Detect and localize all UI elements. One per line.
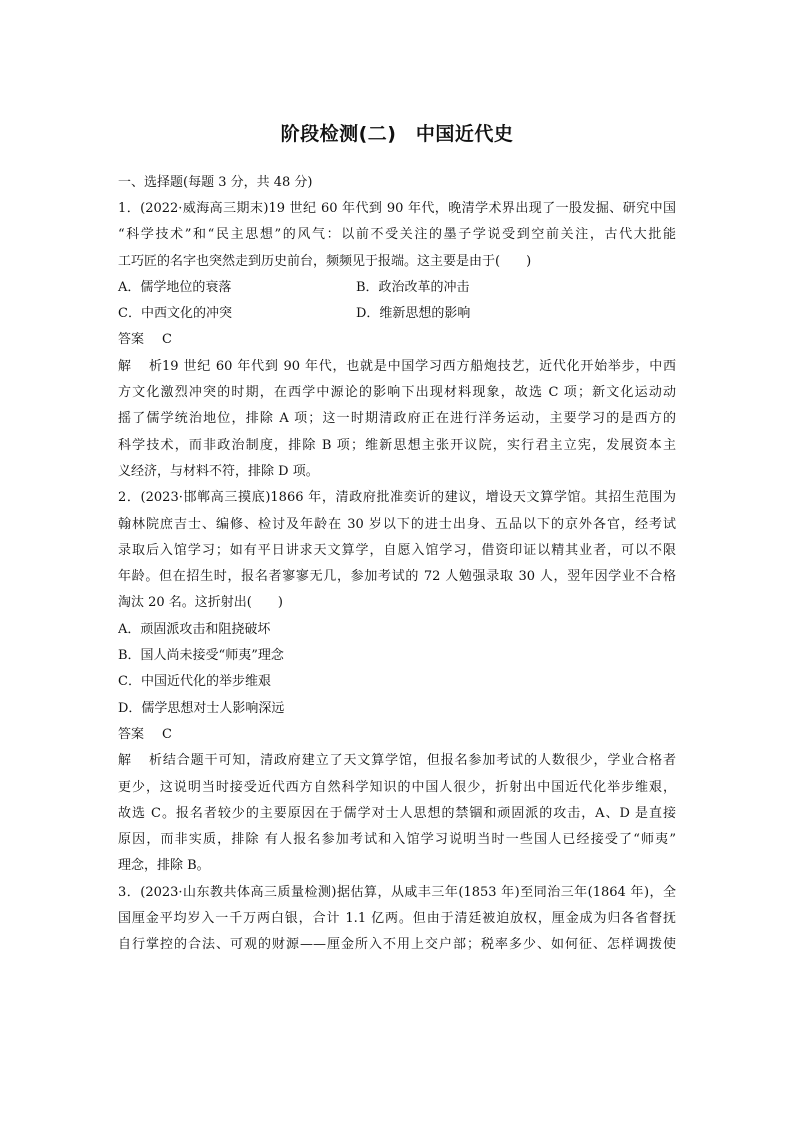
question-stem-line: 工巧匠的名字也突然走到历史前台，频频见于报端。这主要是由于( ) [118, 253, 532, 269]
analysis-line: 义经济，与材料不符，排除 D 项。 [118, 463, 319, 479]
question-stem-line: “科学技术”和“民主思想”的风气：以前不受关注的墨子学说受到空前关注，古代大批能 [118, 227, 676, 243]
analysis-line: 方文化激烈冲突的时期，在西学中源论的影响下出现材料现象，故选 C 项；新文化运动动 [118, 385, 676, 401]
question-2 [118, 485, 676, 879]
question-stem-line: 翰林院庶吉士、编修、检讨及年龄在 30 岁以下的进士出身、五品以下的京外各官，经考试 [118, 516, 676, 532]
question-stem-line: 录取后入馆学习；如有平日讲求天文算学，自愿入馆学习，借资印证以精其业者，可以不限 [118, 542, 676, 558]
analysis-text: 19 世纪 60 年代到 90 年代，也就是中国学习西方船炮技艺，近代化开始举步，中西 [162, 358, 676, 374]
option-b: B．国人尚未接受“师夷”理念 [118, 648, 284, 664]
analysis-label: 解析 [118, 358, 162, 374]
analysis-text: 结合题干可知，清政府建立了天文算学馆，但报名参加考试的人数很少，学业合格者 [162, 753, 676, 769]
section-header: 一、选择题(每题 3 分，共 48 分) [118, 175, 313, 190]
answer-value: C [162, 332, 172, 348]
page-title: 阶段检测(二) 中国近代史 [280, 123, 514, 145]
question-stem-line: 年龄。但在招生时，报名者寥寥无几，参加考试的 72 人勉强录取 30 人，翌年因学业不合格 [118, 569, 676, 585]
question-stem-line: 2．(2023·邯郸高三摸底)1866 年，清政府批准奕䜣的建议，增设天文算学馆。其招生范围为 [118, 490, 676, 506]
option-d: D．儒学思想对士人影响深远 [118, 700, 285, 716]
analysis-line: 原因，而非实质，排除 有人报名参加考试和入馆学习说明当时一些国人已经接受了“师夷” [118, 832, 676, 848]
analysis-line: 更少，这说明当时接受近代西方自然科学知识的中国人很少，折射出中国近代化举步维艰， [118, 779, 676, 795]
question-stem-line: 3．(2023·山东教共体高三质量检测)据估算，从咸丰三年(1853 年)至同治三年(1864 年)，全 [118, 884, 676, 900]
answer-line [118, 327, 676, 353]
question-3 [118, 880, 676, 959]
analysis-line: 科学技术，而非政治制度，排除 B 项；维新思想主张开议院，实行君主立宪，发展资本主 [118, 437, 676, 453]
option-row [118, 301, 676, 327]
question-stem-line: 自行掌控的合法、可观的财源——厘金所入不用上交户部；税率多少、如何征、怎样调拨使 [118, 937, 676, 953]
question-stem-line: 淘汰 20 名。这折射出( ) [118, 595, 283, 611]
analysis-line [118, 748, 676, 774]
option-a: A．顽固派攻击和阻挠破坏 [118, 621, 271, 637]
question-stem-line: 1．(2022·威海高三期末)19 世纪 60 年代到 90 年代，晚清学术界出现了一股发掘、研究中国 [118, 201, 676, 216]
question-stem-line: 国厘金平均岁入一千万两白银，合计 1.1 亿两。但由于清廷被迫放权，厘金成为归各省督抚 [118, 911, 676, 927]
analysis-line: 故选 C。报名者较少的主要原因在于儒学对士人思想的禁锢和顽固派的攻击，A、D 是直接 [118, 805, 676, 821]
option-c: C．中西文化的冲突 [118, 306, 232, 322]
analysis-line: 理念，排除 B。 [118, 858, 210, 874]
answer-label: 答案 [118, 726, 145, 742]
option-a: A．儒学地位的衰落 [118, 279, 232, 295]
analysis-line: 摇了儒学统治地位，排除 A 项；这一时期清政府正在进行洋务运动，主要学习的是西方的 [118, 411, 676, 427]
analysis-line [118, 354, 676, 380]
option-c: C．中国近代化的举步维艰 [118, 674, 271, 690]
answer-value: C [162, 726, 172, 742]
question-1 [118, 196, 676, 485]
option-b: B．政治改革的冲击 [356, 279, 470, 295]
document-page [118, 120, 676, 959]
answer-label: 答案 [118, 332, 145, 348]
answer-line [118, 722, 676, 748]
analysis-label: 解析 [118, 753, 162, 769]
option-d: D．维新思想的影响 [356, 306, 471, 322]
option-row [118, 275, 676, 301]
